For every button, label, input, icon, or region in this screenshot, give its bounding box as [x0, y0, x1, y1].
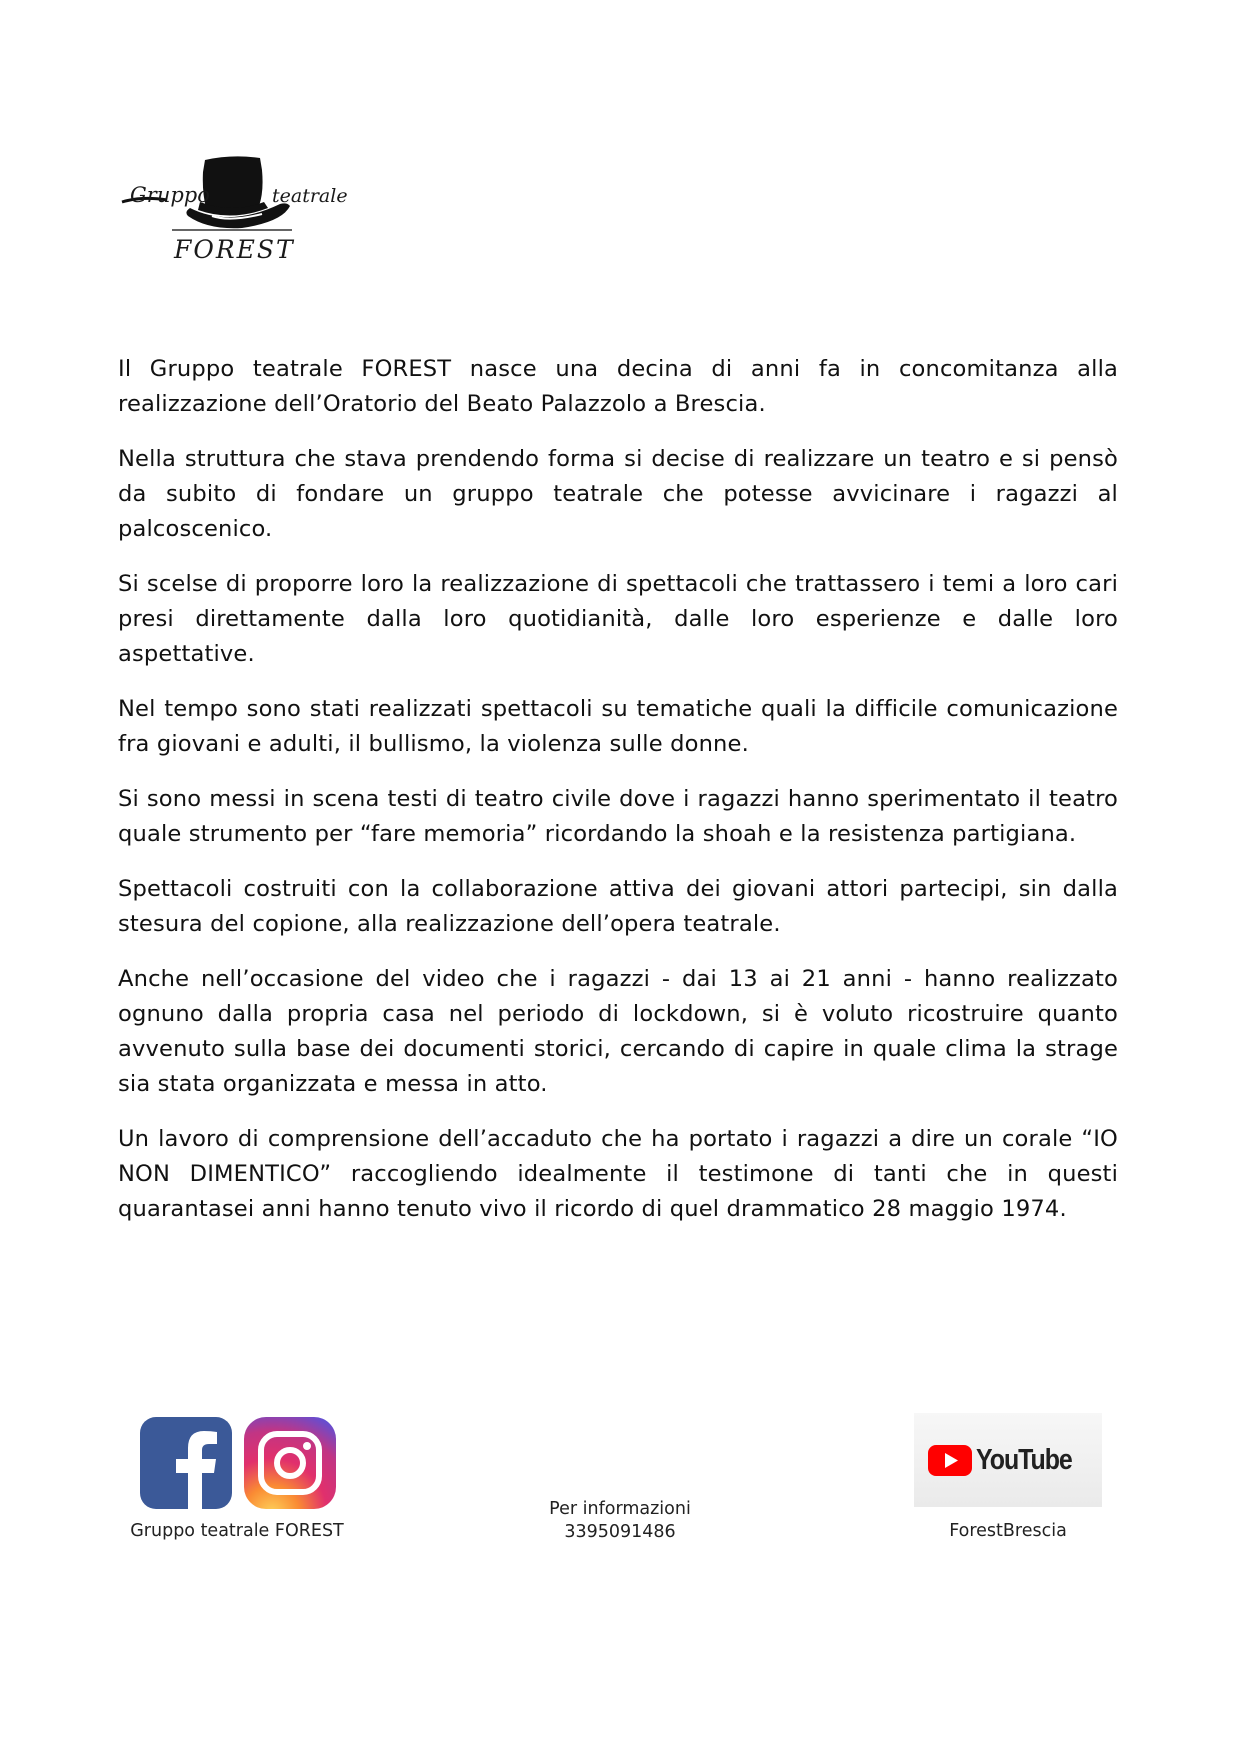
paragraph: Nel tempo sono stati realizzati spettacoli su tematiche quali la difficile comunicazione fra giovani e adulti, il bullismo, la violenza sulle donne. [118, 696, 1118, 757]
paragraph: Il Gruppo teatrale FOREST nasce una decina di anni fa in concomitanza alla realizzazione dell’Oratorio del Beato Palazzolo a Brescia. [118, 356, 1118, 417]
logo-word-gruppo: Gruppo [130, 183, 210, 207]
contact-info [520, 1498, 720, 1544]
logo-word-forest: FOREST [174, 235, 295, 264]
paragraph: Si scelse di proporre loro la realizzazione di spettacoli che trattassero i temi a loro cari presi direttamente dalla loro quotidianità, dalle loro esperienze e dalle loro aspettative. [118, 571, 1118, 667]
youtube-wordmark: YouTube [976, 1443, 1073, 1476]
paragraph: Spettacoli costruiti con la collaborazione attiva dei giovani attori partecipi, sin dalla stesura del copione, alla realizzazione dell’opera teatrale. [118, 876, 1118, 937]
youtube-icon [928, 1445, 972, 1476]
social-caption: Gruppo teatrale FOREST [130, 1521, 344, 1541]
paragraph: Si sono messi in scena testi di teatro civile dove i ragazzi hanno sperimentato il teatro quale strumento per “fare memoria” ricordando la shoah e la resistenza partigiana. [118, 786, 1118, 847]
paragraph: Un lavoro di comprensione dell’accaduto che ha portato i ragazzi a dire un corale “IO NON DIMENTICO” raccogliendo idealmente il testimone di tanti che in questi quarantasei anni hanno tenuto vivo il ricordo di quel drammatico 28 maggio 1974. [118, 1126, 1118, 1222]
phone-number: 3395091486 [564, 1522, 676, 1542]
info-label: Per informazioni [549, 1499, 691, 1519]
logo-word-teatrale: teatrale [272, 185, 348, 207]
logo-graphic [112, 142, 362, 282]
paragraph: Anche nell’occasione del video che i ragazzi - dai 13 ai 21 anni - hanno realizzato ognuno dalla propria casa nel periodo di lockdown, si è voluto ricostruire quanto avvenuto sulla base dei documenti storici, cercando di capire in quale clima la strage sia stata organizzata e messa in atto. [118, 966, 1118, 1097]
paragraph: Nella struttura che stava prendendo forma si decise di realizzare un teatro e si pensò da subito di fondare un gruppo teatrale che potesse avvicinare i ragazzi al palcoscenico. [118, 446, 1118, 542]
facebook-icon[interactable] [140, 1417, 232, 1509]
main-text [118, 352, 1118, 1247]
youtube-caption: ForestBrescia [949, 1521, 1067, 1541]
forest-logo [112, 142, 362, 282]
youtube-logo[interactable] [914, 1413, 1102, 1507]
instagram-icon[interactable] [244, 1417, 336, 1509]
